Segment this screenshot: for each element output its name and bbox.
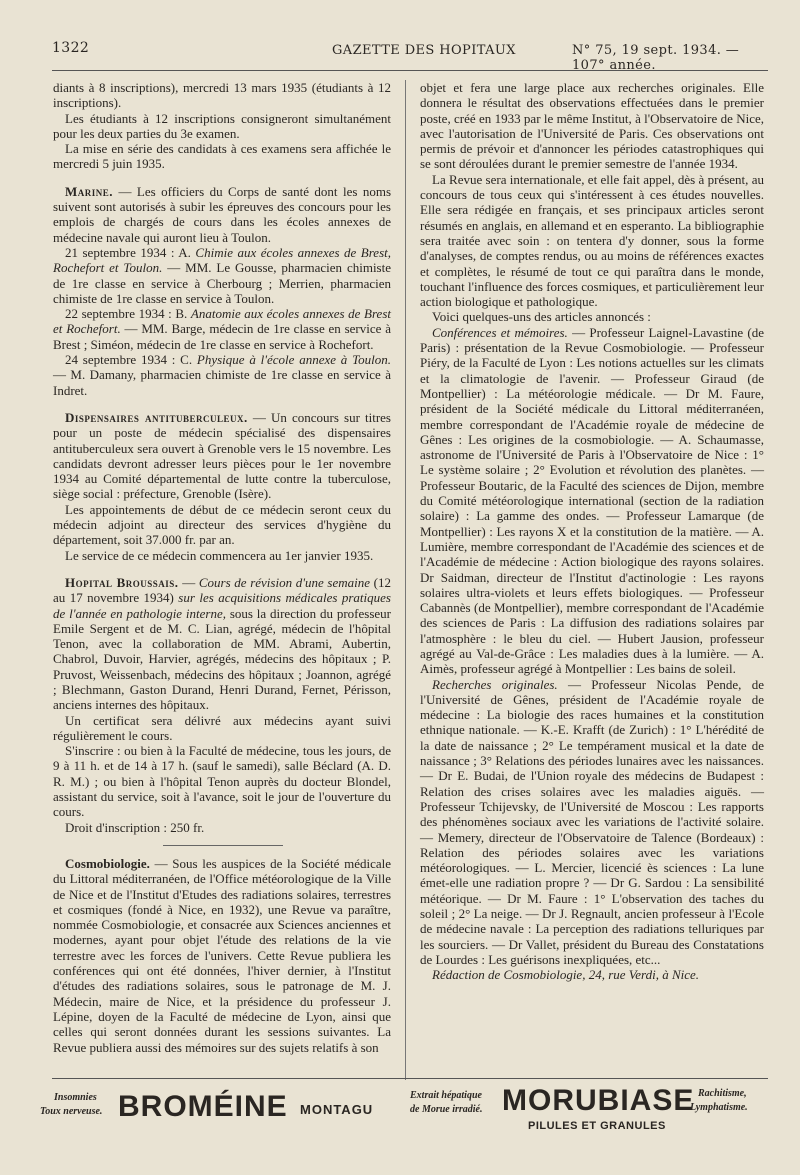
header-rule — [52, 70, 768, 71]
cosmobiologie-article: Cosmobiologie. — Sous les auspices de la Société médicale du Littoral méditerranéen, de l'Office météorologique de la Ville de Nice et de l'Institut d'Etudes des radiations solaires, terrestres et cosmiques (fondé à Nice, en 1932), une Revue va paraître, nommée Cosmobiologie, et consacrée aux Sciences anciennes et modernes, ayant pour objet l'étude des relations de la vie terrestre avec les forces de l'univers. Cette Revue publiera les conférences qui ont été données, l'hiver dernier, à l'Institut d'études des radiations solaires, sous le patronage de M. J. Médecin, maire de Nice, et la présidence du professeur J. Lépine, doyen de la Faculté de médecine de Lyon, ainsi que celles qui seront données durant les sessions suivantes. La Revue publiera aussi des mémoires sur des sujets relatifs à son — [53, 855, 391, 1055]
section-heading: Dispensaires antituberculeux. — [65, 409, 248, 425]
hopital-notice: Hopital Broussais. — Cours de révision d'une semaine (12 au 17 novembre 1934) sur les acquisitions médicales pratiques de l'année en pathologie interne, sous la direction du professeur Emile Sergent et de M. C. Lian, agrégé, médecin de l'hôpital Tenon, avec la collaboration de MM. Abrami, Aubertin, Chabrol, Duvoir, Harvier, agrégés, médecins des hôpitaux ; P. Pruvost, Weissenbach, médecins des hôpitaux ; Joannon, agrégé ; Blechmann, Gaston Durand, Henri Durand, Fernet, Périsson, anciens internes des hôpitaux. — [53, 574, 392, 713]
morubiase-advert — [410, 1086, 770, 1136]
recherches-list: Recherches originales. — Professeur Nicolas Pende, de l'Université de Gênes, président de l'Académie royale de médecine : La biologie des races humaines et la constitution ethnique nationale. — K.-E. Krafft (de Zurich) : 1° L'hérédité de la date de naissance ; 2° Le tempérament musical et la date de naissance ; 3° Relations des périodes lunaires avec les naissances. — Dr E. Budai, de l'Union royale des médecins de Budapest : Relation des crises solaires avec les maladies aiguës. — Professeur Tchijevsky, de l'Université de Moscou : Les rapports des phénomènes sociaux avec les variations de l'activité solaire. — Memery, directeur de l'Observatoire de Talence (Bordeaux) : Relation des périodes solaires avec les variations météorologiques. — L. Mercier, licencié ès sciences : La lune émet-elle une radiation propre ? — Dr G. Sardou : La sensibilité météorique. — Dr M. Faure : 1° L'observation des taches du soleil ; 2° La neige. — Dr J. Regnault, ancien professeur à l'Ecole de médecine navale : La perception des radiations telluriques par les sourciers. — Dr Vallet, président du Bureau des Constatations de Lourdes : Les guérisons inexpliquées, etc... — [420, 676, 764, 967]
column-divider — [405, 80, 406, 1080]
page-header — [52, 40, 764, 73]
issue-info: N° 75, 19 sept. 1934. — 107° année. — [572, 43, 740, 73]
paragraph: La Revue sera internationale, et elle fait appel, dès à présent, au concours de tous ceux qui s'intéressent à ces études nouvelles. Elle sera rédigée en français, et ses principaux articles seront résumés en anglais, en allemand et en esperanto. La bibliographie sera traitée avec soin : on tentera d'y donner, sous la forme d'analyses, de comptes rendus, ou au moins de références exactes et complètes, le résumé de tout ce qui paraîtra dans le monde, touchant l'influence des forces cosmiques, et particulièrement leur action biologique et pathologique. — [420, 171, 764, 310]
paragraph: 22 septembre 1934 : B. Anatomie aux écoles annexes de Brest et Rochefort. — MM. Barge, médecin de 1re classe en service à Brest ; Siméon, médecin de 1re classe en service à Rochefort. — [53, 306, 391, 352]
page-number: 1322 — [52, 40, 90, 56]
journal-title: GAZETTE DES HOPITAUX — [332, 43, 516, 58]
section-heading: Recherches originales. — [432, 676, 558, 692]
ad-tagline: Extrait hépatique — [410, 1090, 482, 1101]
section-heading: Cosmobiologie. — [65, 855, 150, 871]
section-divider — [163, 845, 283, 846]
ad-product-name: BROMÉINE — [118, 1090, 288, 1123]
ad-tagline: Toux nerveuse. — [40, 1106, 103, 1117]
paragraph: diants à 8 inscriptions), mercredi 13 mars 1935 (étudiants à 12 inscriptions). — [53, 80, 391, 111]
paragraph: Le service de ce médecin commencera au 1er janvier 1935. — [65, 547, 374, 563]
paragraph: objet et fera une large place aux recherches originales. Elle donnera le résultat des observations effectuées dans le premier poste, créé en 1933 par le même Institut, à l'Observatoire de Nice, avec l'autorisation de l'Université de Paris. Ces observations ont permis de prévoir et d'annoncer les périodes catastrophiques qui se sont déroulées durant le premier semestre de l'année 1934. — [420, 80, 764, 172]
marine-notice: Marine. — Les officiers du Corps de santé dont les noms suivent sont autorisés à subir les épreuves des concours pour les emplois de chargés de cours dans les écoles annexes de médecine navale qui auront lieu à Toulon. — [53, 183, 391, 245]
dispensaires-notice: Dispensaires antituberculeux. — Un concours sur titres pour un poste de médecin spécialisé des dispensaires antituberculeux sera ouvert à Grenoble vers le 15 novembre. Les candidats devront adresser leurs pièces pour le 1er novembre 1934 au Comité départemental de lutte contre la tuberculose, siège social : préfecture, Grenoble (Isère). — [53, 409, 391, 502]
ad-rule — [52, 1078, 768, 1079]
paragraph: Les appointements de début de ce médecin seront ceux du médecin adjoint au directeur des services d'hygiène du département, soit 37.000 fr. par an. — [53, 501, 391, 548]
paragraph: Droit d'inscription : 250 fr. — [65, 819, 205, 835]
paragraph: S'inscrire : ou bien à la Faculté de médecine, tous les jours, de 9 à 11 h. et de 14 à 17 h. (sauf le samedi), salle Béclard (A. D. R. M.) ; ou bien à l'hôpital Tenon auprès du docteur Blondel, assistant du service, soit à l'avance, soit le jour de l'ouverture du cours. — [53, 743, 391, 820]
bromeine-advert — [40, 1086, 390, 1136]
ad-maker: MONTAGU — [300, 1102, 374, 1117]
conferences-list: Conférences et mémoires. — Professeur Laignel-Lavastine (de Paris) : présentation de la Revue Cosmobiologie. — Professeur Piéry, de la Faculté de Lyon : Les notions actuelles sur les climats et la climatologie de l'avenir. — Professeur Giraud (de Montpellier) : La météorologie médicale. — Dr M. Faure, président de la Société médicale du Littoral méditerranéen, membre correspondant de l'Académie royale de médecine de Gênes : Les origines de la cosmobiologie. — A. Schaumasse, astronome de l'Université de Paris à l'Observatoire de Nice : 1° Le système solaire ; 2° Evolution et révolution des planètes. — Professeur Boutaric, de la Faculté des sciences de Dijon, membre du Comité météorologique international (section de la radiation solaire) : La gamme des ondes. — Professeur Lamarque (de Montpellier) : Les rayons X et la constitution de la matière. — A. Lumière, membre correspondant de l'Académie des sciences et de l'Académie de médecine : Action biologique des rayons solaires. Dr Saidman, directeur de l'Institut d'actinologie : Les rayons solaires ultra-violets et leurs effets biologiques. — Professeur Cabannès (de Montpellier), membre correspondant de l'Académie des sciences de Paris : La diffusion des radiations solaires par l'atmosphère : le bleu du ciel. — Hubert Jausion, professeur agrégé au Val-de-Grâce : Les maladies dues à la lumière. — A. Aimès, professeur agrégé à Montpellier : Les bains de soleil. — [420, 324, 764, 677]
section-heading: Conférences et mémoires. — [432, 324, 568, 340]
ad-subtitle: PILULES ET GRANULES — [528, 1120, 666, 1132]
ad-tagline: Rachitisme, — [698, 1088, 747, 1099]
ad-product-name: MORUBIASE — [502, 1084, 695, 1117]
left-column — [53, 80, 391, 1055]
paragraph: Un certificat sera délivré aux médecins ayant suivi régulièrement le cours. — [53, 712, 391, 743]
ad-tagline: Insomnies — [54, 1092, 97, 1103]
ad-tagline: de Morue irradié. — [410, 1104, 483, 1115]
paragraph: Les étudiants à 12 inscriptions consigneront simultanément pour les deux parties du 3e examen. — [53, 110, 391, 141]
section-heading: Hopital Broussais. — [65, 574, 179, 590]
paragraph: La mise en série des candidats à ces examens sera affichée le mercredi 5 juin 1935. — [53, 141, 391, 172]
paragraph: 21 septembre 1934 : A. Chimie aux écoles annexes de Brest, Rochefort et Toulon. — MM. Le Gousse, pharmacien chimiste de 1re classe en service à Cherbourg ; Merrien, pharmacien chimiste de 1re classe en service à Toulon. — [53, 244, 391, 306]
ad-tagline: Lymphatisme. — [690, 1102, 748, 1113]
paragraph: 24 septembre 1934 : C. Physique à l'école annexe à Toulon. — M. Damany, pharmacien chimiste de 1re classe en service à Indret. — [53, 352, 391, 398]
right-column — [420, 80, 764, 983]
redaction-address: Rédaction de Cosmobiologie, 24, rue Verdi, à Nice. — [432, 967, 700, 983]
paragraph: Voici quelques-uns des articles annoncés : — [432, 309, 651, 325]
section-heading: Marine. — [65, 183, 114, 199]
